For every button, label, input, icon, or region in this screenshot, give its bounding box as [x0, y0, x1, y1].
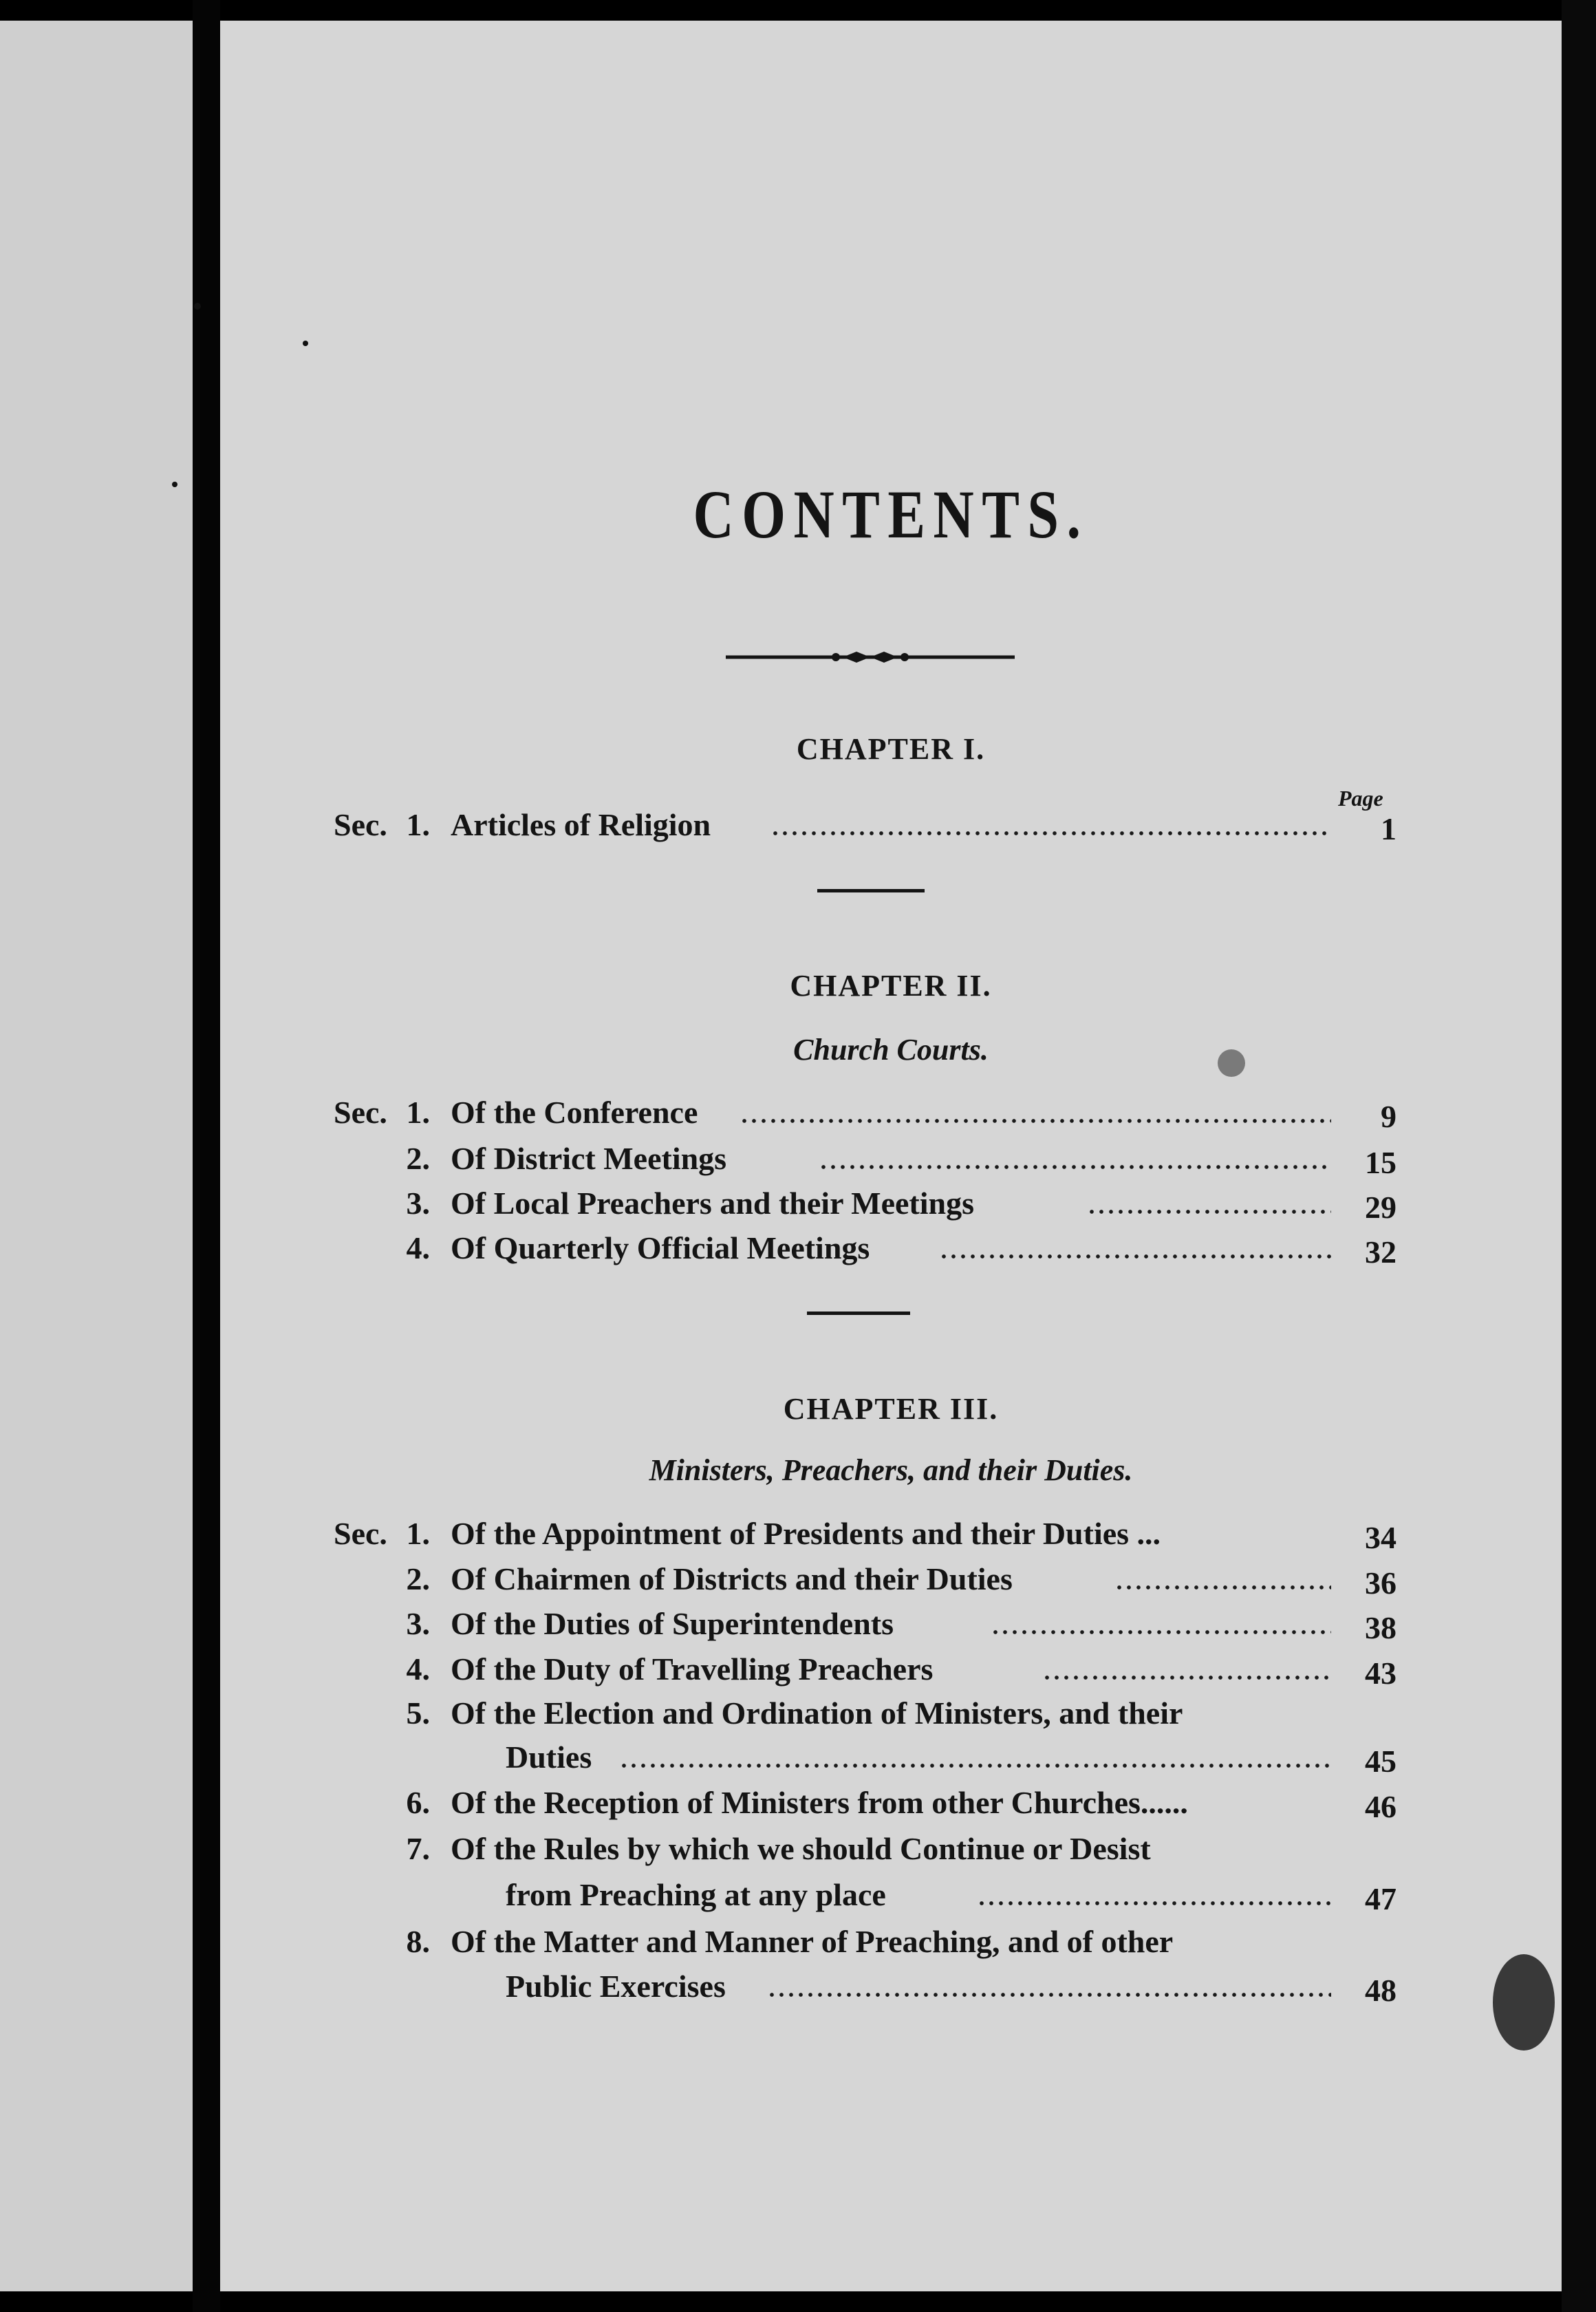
toc-entry-continuation	[220, 1739, 1562, 1780]
chapter-3-subtitle: Ministers, Preachers, and their Duties.	[649, 1453, 1133, 1487]
section-number: 5.	[406, 1695, 430, 1731]
section-title-continued: Duties	[506, 1740, 592, 1775]
page-column-label: Page	[1338, 786, 1383, 811]
ink-speck	[172, 482, 177, 487]
ink-smudge	[1493, 1954, 1555, 2051]
toc-entry	[220, 1561, 1562, 1602]
toc-entry	[220, 1140, 1562, 1181]
section-title-continued: from Preaching at any place	[506, 1877, 886, 1912]
ink-smudge	[1218, 1049, 1245, 1077]
section-number: 7.	[406, 1831, 430, 1866]
dot-leader	[767, 1993, 1331, 1997]
section-title: Of Chairmen of Districts and their Duties	[451, 1561, 1013, 1596]
dot-leader	[770, 831, 1328, 835]
section-title: Of the Reception of Ministers from other Churches......	[451, 1785, 1188, 1820]
dot-leader	[1087, 1210, 1331, 1214]
section-title: Of the Matter and Manner of Preaching, and of other	[451, 1924, 1174, 1959]
section-title: Of the Duties of Superintendents	[451, 1606, 894, 1641]
page-number: 45	[1365, 1744, 1396, 1779]
dot-leader	[740, 1119, 1331, 1123]
section-label: Sec.	[334, 1095, 387, 1130]
toc-entry	[220, 806, 1562, 848]
dot-leader	[939, 1254, 1331, 1259]
toc-entry	[220, 1605, 1562, 1647]
section-label: Sec.	[334, 807, 387, 842]
dot-leader	[819, 1165, 1331, 1169]
page-number: 46	[1365, 1789, 1396, 1824]
toc-entry	[220, 1515, 1562, 1556]
chapter-2-subtitle: Church Courts.	[793, 1033, 989, 1067]
section-number: 3.	[406, 1186, 430, 1221]
section-number: 4.	[406, 1651, 430, 1687]
page-number: 32	[1365, 1234, 1396, 1270]
toc-entry	[220, 1185, 1562, 1226]
toc-entry-continuation	[220, 1876, 1562, 1918]
page-number: 29	[1365, 1190, 1396, 1225]
title-ornament-divider	[726, 643, 1015, 671]
dot-leader	[1042, 1676, 1331, 1680]
contents-page	[220, 21, 1562, 2291]
toc-entry-continuation	[220, 1968, 1562, 2009]
toc-entry	[220, 1830, 1562, 1872]
page-number: 43	[1365, 1656, 1396, 1691]
section-number: 3.	[406, 1606, 430, 1641]
chapter-divider	[817, 889, 925, 892]
chapter-3-heading: CHAPTER III.	[783, 1392, 999, 1426]
dot-leader	[991, 1630, 1331, 1634]
section-number: 8.	[406, 1924, 430, 1959]
section-number: 2.	[406, 1561, 430, 1596]
page-number: 36	[1365, 1565, 1396, 1601]
dot-leader	[619, 1764, 1331, 1768]
section-title: Of the Appointment of Presidents and their Duties ...	[451, 1516, 1161, 1551]
section-number: 4.	[406, 1230, 430, 1265]
toc-entry	[220, 1695, 1562, 1736]
dot-leader	[977, 1901, 1331, 1905]
page-number: 1	[1381, 811, 1396, 846]
chapter-1-heading: CHAPTER I.	[796, 732, 986, 766]
section-number: 1.	[406, 1095, 430, 1130]
section-number: 6.	[406, 1785, 430, 1820]
page-number: 48	[1365, 1973, 1396, 2008]
section-number: 2.	[406, 1141, 430, 1176]
section-title: Of the Election and Ordination of Ministers, and their	[451, 1695, 1183, 1731]
book-gutter	[193, 0, 220, 2312]
facing-page-edge	[0, 21, 193, 2291]
toc-entry	[220, 1784, 1562, 1826]
page-number: 38	[1365, 1610, 1396, 1645]
ink-speck	[303, 341, 308, 346]
section-title-continued: Public Exercises	[506, 1969, 726, 2004]
section-number: 1.	[406, 1516, 430, 1551]
page-title: CONTENTS.	[693, 476, 1089, 553]
page-number: 9	[1381, 1099, 1396, 1134]
section-number: 1.	[406, 807, 430, 842]
dot-leader	[1114, 1585, 1331, 1590]
toc-entry	[220, 1651, 1562, 1692]
section-title: Of the Conference	[451, 1095, 698, 1130]
toc-entry	[220, 1094, 1562, 1135]
chapter-2-heading: CHAPTER II.	[790, 969, 992, 1003]
ink-speck	[194, 303, 201, 310]
section-title: Of Quarterly Official Meetings	[451, 1230, 870, 1265]
page-number: 34	[1365, 1520, 1396, 1555]
section-title: Of the Rules by which we should Continue or Desist	[451, 1831, 1151, 1866]
toc-entry	[220, 1230, 1562, 1271]
toc-entry	[220, 1923, 1562, 1965]
page-right-edge	[1562, 0, 1596, 2312]
section-label: Sec.	[334, 1516, 387, 1551]
chapter-divider	[807, 1312, 910, 1315]
section-title: Articles of Religion	[451, 807, 711, 842]
section-title: Of the Duty of Travelling Preachers	[451, 1651, 934, 1687]
page-number: 47	[1365, 1881, 1396, 1916]
section-title: Of District Meetings	[451, 1141, 727, 1176]
page-number: 15	[1365, 1145, 1396, 1180]
section-title: Of Local Preachers and their Meetings	[451, 1186, 974, 1221]
